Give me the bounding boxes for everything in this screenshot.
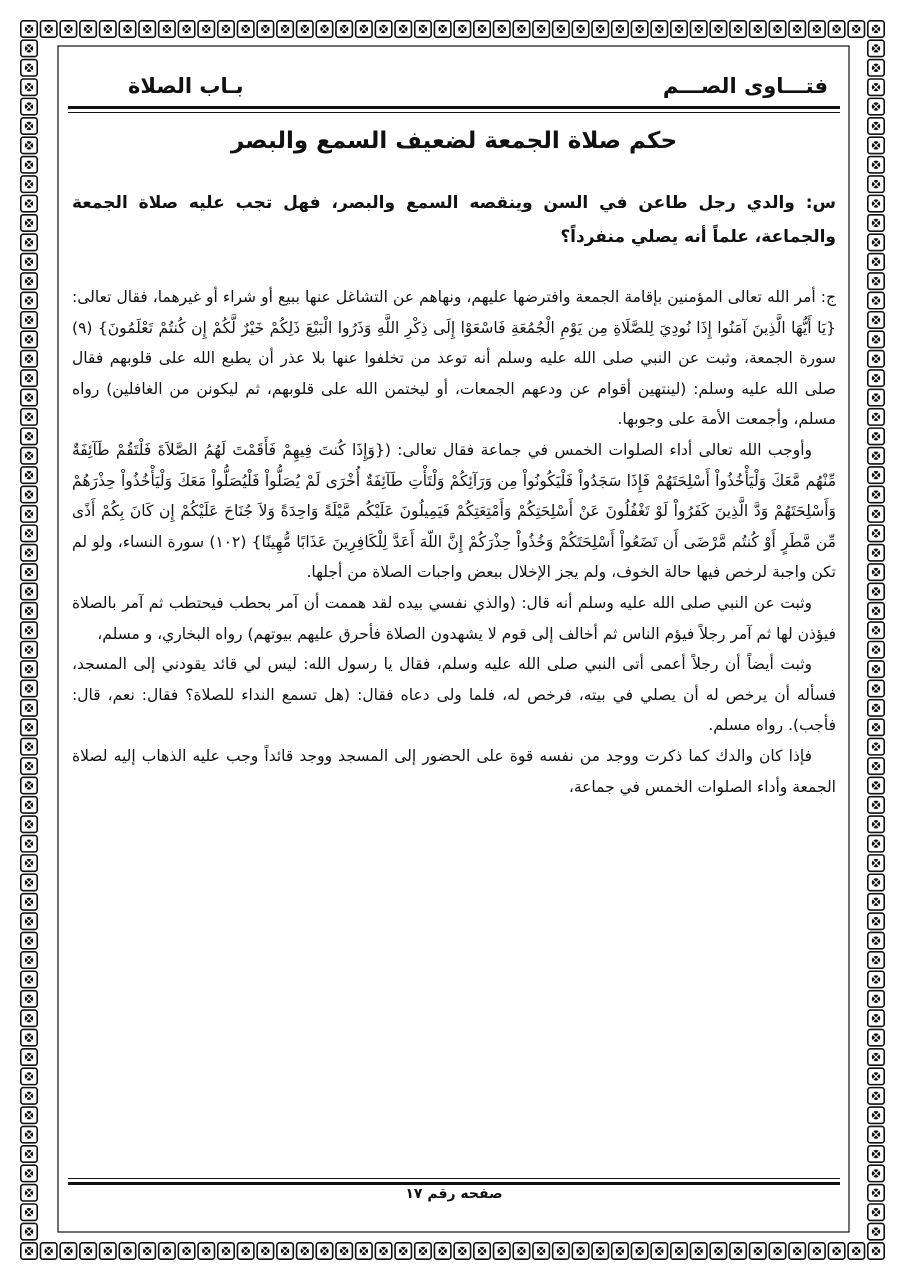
border-tile <box>277 21 293 37</box>
border-tile <box>868 583 884 599</box>
border-tile <box>868 952 884 968</box>
border-tile <box>868 137 884 153</box>
border-tile <box>100 1243 116 1259</box>
border-tile <box>868 370 884 386</box>
border-tile <box>21 506 37 522</box>
border-tile <box>21 1049 37 1065</box>
border-tile <box>21 292 37 308</box>
border-tile <box>21 622 37 638</box>
page-content <box>68 70 840 1210</box>
border-tile <box>868 1243 884 1259</box>
border-tile <box>868 292 884 308</box>
border-tile <box>21 700 37 716</box>
border-tile <box>868 894 884 910</box>
border-tile <box>21 545 37 561</box>
border-tile <box>237 1243 253 1259</box>
border-tile <box>40 21 56 37</box>
border-tile <box>868 545 884 561</box>
border-tile <box>868 874 884 890</box>
border-tile <box>21 758 37 774</box>
answer-paragraph-1: ج: أمر الله تعالى المؤمنين بإقامة الجمعة وافترضها عليهم، ونهاهم عن التشاغل عنها ببيع أو شراء أو غيرهما، فقال تعالى: {يَا أَيُّهَا الَّذِينَ آمَنُوا إِذَا نُودِيَ لِلصَّلَاةِ مِن يَوْمِ الْجُمُعَةِ فَاسْعَوْا إِلَى ذِكْرِ اللَّهِ وَذَرُوا الْبَيْعَ ذَلِكُمْ خَيْرٌ لَّكُمْ إِن كُنتُمْ تَعْلَمُونَ} (٩) سورة الجمعة، وثبت عن النبي صلى الله عليه وسلم أنه توعد من تخلفوا عنها بلا عذر أن يطبع الله على قلوبهم فقال صلى الله عليه وسلم: (لينتهين أقوام عن ودعهم الجمعات، أو ليختمن الله على قلوبهم، ثم ليكونن من الغافلين) رواه مسلم، وأجمعت الأمة على وجوبها. <box>72 288 836 429</box>
border-tile <box>198 1243 214 1259</box>
page-number: صفحه رقم ١٧ <box>405 1186 503 1202</box>
border-tile <box>474 21 490 37</box>
border-tile <box>21 661 37 677</box>
border-tile <box>21 448 37 464</box>
border-tile <box>868 603 884 619</box>
border-tile <box>21 234 37 250</box>
border-tile <box>119 1243 135 1259</box>
border-tile <box>572 1243 588 1259</box>
border-tile <box>21 1165 37 1181</box>
border-tile <box>848 21 864 37</box>
border-tile <box>375 1243 391 1259</box>
border-tile <box>316 1243 332 1259</box>
footer-rule-thick <box>68 1182 840 1185</box>
border-tile <box>257 1243 273 1259</box>
border-tile <box>21 1223 37 1239</box>
border-tile <box>80 21 96 37</box>
border-tile <box>21 816 37 832</box>
border-tile <box>198 21 214 37</box>
border-tile <box>868 1185 884 1201</box>
border-tile <box>868 312 884 328</box>
border-tile <box>868 1165 884 1181</box>
border-tile <box>21 312 37 328</box>
border-tile <box>868 234 884 250</box>
border-tile <box>868 1068 884 1084</box>
answer-paragraph-3: وثبت عن النبي صلى الله عليه وسلم أنه قال: (والذي نفسي بيده لقد هممت أن آمر بحطب فيحتطب ثم آمر بالصلاة فيؤذن لها ثم آمر رجلاً فيؤم الناس ثم أخالف إلى قوم لا يشهدون الصلاة فأحرق عليهم بيوتهم) رواه البخاري، و مسلم، <box>72 593 836 643</box>
border-tile <box>395 21 411 37</box>
border-tile <box>21 719 37 735</box>
border-tile <box>60 21 76 37</box>
border-tile <box>21 1126 37 1142</box>
border-tile <box>21 641 37 657</box>
border-tile <box>868 176 884 192</box>
border-tile <box>60 1243 76 1259</box>
border-tile <box>21 777 37 793</box>
border-tile <box>237 21 253 37</box>
border-tile <box>828 1243 844 1259</box>
border-tile <box>21 991 37 1007</box>
border-tile <box>730 21 746 37</box>
border-tile <box>21 1068 37 1084</box>
border-tile <box>868 486 884 502</box>
border-tile <box>868 448 884 464</box>
fatwa-heading: حكم صلاة الجمعة لضعيف السمع والبصر <box>230 128 678 154</box>
border-tile <box>730 1243 746 1259</box>
border-tile <box>828 21 844 37</box>
border-tile <box>21 1029 37 1045</box>
border-tile <box>868 1146 884 1162</box>
border-tile <box>434 21 450 37</box>
border-tile <box>21 971 37 987</box>
border-tile <box>868 1223 884 1239</box>
border-tile <box>631 21 647 37</box>
border-tile <box>868 467 884 483</box>
border-tile <box>868 758 884 774</box>
border-tile <box>277 1243 293 1259</box>
border-tile <box>139 1243 155 1259</box>
border-tile <box>868 215 884 231</box>
border-tile <box>178 21 194 37</box>
border-tile <box>21 428 37 444</box>
border-tile <box>494 21 510 37</box>
border-tile <box>868 991 884 1007</box>
border-tile <box>159 21 175 37</box>
question-text: س: والدي رجل طاعن في السن وينقصه السمع والبصر، فهل تجب عليه صلاة الجمعة والجماعة، علماً أنه يصلي منفرداً؟ <box>72 193 836 247</box>
border-tile <box>868 816 884 832</box>
border-tile <box>21 1146 37 1162</box>
border-tile <box>434 1243 450 1259</box>
border-tile <box>21 1107 37 1123</box>
border-tile <box>868 777 884 793</box>
border-tile <box>868 525 884 541</box>
answer-paragraph-5: فإذا كان والدك كما ذكرت ووجد من نفسه قوة على الحضور إلى المسجد ووجد قائداً وجب عليه الذهاب إليه لصلاة الجمعة وأداء الصلوات الخمس في جماعة، <box>72 746 836 796</box>
border-tile <box>297 1243 313 1259</box>
border-tile <box>21 1088 37 1104</box>
border-tile <box>612 1243 628 1259</box>
border-tile <box>789 1243 805 1259</box>
border-tile <box>80 1243 96 1259</box>
border-tile <box>21 79 37 95</box>
border-tile <box>21 603 37 619</box>
border-tile <box>119 21 135 37</box>
border-tile <box>21 254 37 270</box>
border-tile <box>375 21 391 37</box>
border-tile <box>671 1243 687 1259</box>
border-tile <box>21 932 37 948</box>
border-tile <box>21 874 37 890</box>
border-tile <box>454 21 470 37</box>
border-tile <box>868 738 884 754</box>
border-tile <box>710 1243 726 1259</box>
border-tile <box>868 21 884 37</box>
border-tile <box>474 1243 490 1259</box>
border-tile <box>868 1010 884 1026</box>
border-tile <box>868 351 884 367</box>
border-tile <box>868 506 884 522</box>
chapter-title: بـاب الصلاة <box>128 74 244 98</box>
border-tile <box>868 409 884 425</box>
border-tile <box>395 1243 411 1259</box>
border-tile <box>769 1243 785 1259</box>
border-tile <box>21 98 37 114</box>
border-tile <box>868 680 884 696</box>
border-tile <box>868 855 884 871</box>
border-tile <box>868 913 884 929</box>
border-tile <box>21 486 37 502</box>
border-tile <box>868 40 884 56</box>
border-tile <box>868 661 884 677</box>
header-rule-thin <box>68 112 840 113</box>
border-tile <box>868 1049 884 1065</box>
border-tile <box>592 21 608 37</box>
border-tile <box>769 21 785 37</box>
border-tile <box>868 1204 884 1220</box>
border-tile <box>809 1243 825 1259</box>
border-tile <box>336 1243 352 1259</box>
border-tile <box>691 1243 707 1259</box>
border-tile <box>789 21 805 37</box>
border-tile <box>218 21 234 37</box>
border-tile <box>21 195 37 211</box>
border-tile <box>868 564 884 580</box>
border-tile <box>868 195 884 211</box>
border-tile <box>21 680 37 696</box>
border-tile <box>159 1243 175 1259</box>
border-tile <box>21 952 37 968</box>
border-tile <box>750 1243 766 1259</box>
border-tile <box>21 583 37 599</box>
border-tile <box>415 21 431 37</box>
border-tile <box>218 1243 234 1259</box>
header-rule-thick <box>68 106 840 109</box>
border-tile <box>21 564 37 580</box>
border-tile <box>178 1243 194 1259</box>
answer-paragraph-2: وأوجب الله تعالى أداء الصلوات الخمس في جماعة فقال تعالى: ({وَإِذَا كُنتَ فِيهِمْ فَأَقَمْتَ لَهُمُ الصَّلاَةَ فَلْتَقُمْ طَآئِفَةٌ مِّنْهُم مَّعَكَ وَلْيَأْخُذُواْ أَسْلِحَتَهُمْ فَإِذَا سَجَدُواْ فَلْيَكُونُواْ مِن وَرَآئِكُمْ وَلْتَأْتِ طَآئِفَةٌ أُخْرَى لَمْ يُصَلُّواْ فَلْيُصَلُّواْ مَعَكَ وَلْيَأْخُذُواْ حِذْرَهُمْ وَأَسْلِحَتَهُمْ وَدَّ الَّذِينَ كَفَرُواْ لَوْ تَغْفُلُونَ عَنْ أَسْلِحَتِكُمْ وَأَمْتِعَتِكُمْ فَيَمِيلُونَ عَلَيْكُم مَّيْلَةً وَاحِدَةً وَلاَ جُنَاحَ عَلَيْكُمْ إِن كَانَ بِكُمْ أَذًى مِّن مَّطَرٍ أَوْ كُنتُم مَّرْضَى أَن تَضَعُواْ أَسْلِحَتَكُمْ وَخُذُواْ حِذْرَكُمْ إِنَّ اللّهَ أَعَدَّ لِلْكَافِرِينَ عَذَابًا مُّهِينًا} (١٠٢) سورة النساء، ولو لم تكن واجبة لرخص فيها حالة الخوف، ولم يجز الإخلال ببعض واجبات الصلاة من أجلها. <box>72 440 836 582</box>
border-tile <box>21 894 37 910</box>
border-tile <box>848 1243 864 1259</box>
border-tile <box>868 118 884 134</box>
border-tile <box>21 331 37 347</box>
border-tile <box>316 21 332 37</box>
border-tile <box>868 1107 884 1123</box>
border-tile <box>868 797 884 813</box>
border-tile <box>454 1243 470 1259</box>
border-tile <box>651 21 667 37</box>
border-tile <box>21 176 37 192</box>
border-tile <box>631 1243 647 1259</box>
border-tile <box>868 641 884 657</box>
border-tile <box>533 1243 549 1259</box>
border-tile <box>868 1088 884 1104</box>
border-tile <box>750 21 766 37</box>
border-tile <box>356 1243 372 1259</box>
border-tile <box>21 738 37 754</box>
border-tile <box>494 1243 510 1259</box>
border-tile <box>612 21 628 37</box>
answer-body <box>72 282 836 802</box>
border-tile <box>21 525 37 541</box>
border-tile <box>513 21 529 37</box>
border-tile <box>21 797 37 813</box>
border-tile <box>356 21 372 37</box>
border-tile <box>257 21 273 37</box>
border-tile <box>21 1010 37 1026</box>
border-tile <box>139 21 155 37</box>
border-tile <box>868 157 884 173</box>
border-tile <box>336 21 352 37</box>
border-tile <box>868 1029 884 1045</box>
border-tile <box>533 21 549 37</box>
border-tile <box>868 932 884 948</box>
border-tile <box>868 79 884 95</box>
border-tile <box>21 273 37 289</box>
border-tile <box>21 1204 37 1220</box>
border-tile <box>21 1185 37 1201</box>
book-title: فتـــاوى الصـــم <box>662 74 828 98</box>
border-tile <box>868 700 884 716</box>
border-tile <box>868 971 884 987</box>
border-tile <box>651 1243 667 1259</box>
border-tile <box>21 389 37 405</box>
border-tile <box>592 1243 608 1259</box>
border-tile <box>21 40 37 56</box>
border-tile <box>21 137 37 153</box>
border-tile <box>809 21 825 37</box>
border-tile <box>21 157 37 173</box>
border-tile <box>553 21 569 37</box>
border-tile <box>572 21 588 37</box>
border-tile <box>868 719 884 735</box>
border-tile <box>21 215 37 231</box>
border-tile <box>21 913 37 929</box>
border-tile <box>868 254 884 270</box>
answer-paragraph-4: وثبت أيضاً أن رجلاً أعمى أتى النبي صلى الله عليه وسلم، فقال يا رسول الله: ليس لي قائد يقودني إلى المسجد، فسأله أن يرخص له أن يصلي في بيته، فرخص له، فلما ولى دعاه فقال: (هل تسمع النداء للصلاة؟ فقال: نعم، قال: فأجب). رواه مسلم. <box>72 655 836 735</box>
border-tile <box>21 1243 37 1259</box>
border-tile <box>868 428 884 444</box>
footer-rule-thin <box>68 1178 840 1179</box>
border-tile <box>21 855 37 871</box>
border-tile <box>868 622 884 638</box>
border-tile <box>40 1243 56 1259</box>
border-tile <box>21 118 37 134</box>
border-tile <box>553 1243 569 1259</box>
border-tile <box>21 370 37 386</box>
page-header <box>68 70 840 106</box>
border-tile <box>868 835 884 851</box>
border-tile <box>868 389 884 405</box>
border-tile <box>415 1243 431 1259</box>
border-tile <box>21 21 37 37</box>
border-tile <box>21 60 37 76</box>
border-tile <box>868 331 884 347</box>
border-tile <box>513 1243 529 1259</box>
border-tile <box>297 21 313 37</box>
border-tile <box>21 835 37 851</box>
border-tile <box>868 98 884 114</box>
border-tile <box>868 60 884 76</box>
border-tile <box>21 467 37 483</box>
border-tile <box>691 21 707 37</box>
border-tile <box>21 351 37 367</box>
border-tile <box>100 21 116 37</box>
border-tile <box>671 21 687 37</box>
border-tile <box>868 273 884 289</box>
border-tile <box>868 1126 884 1142</box>
border-tile <box>21 409 37 425</box>
border-tile <box>710 21 726 37</box>
